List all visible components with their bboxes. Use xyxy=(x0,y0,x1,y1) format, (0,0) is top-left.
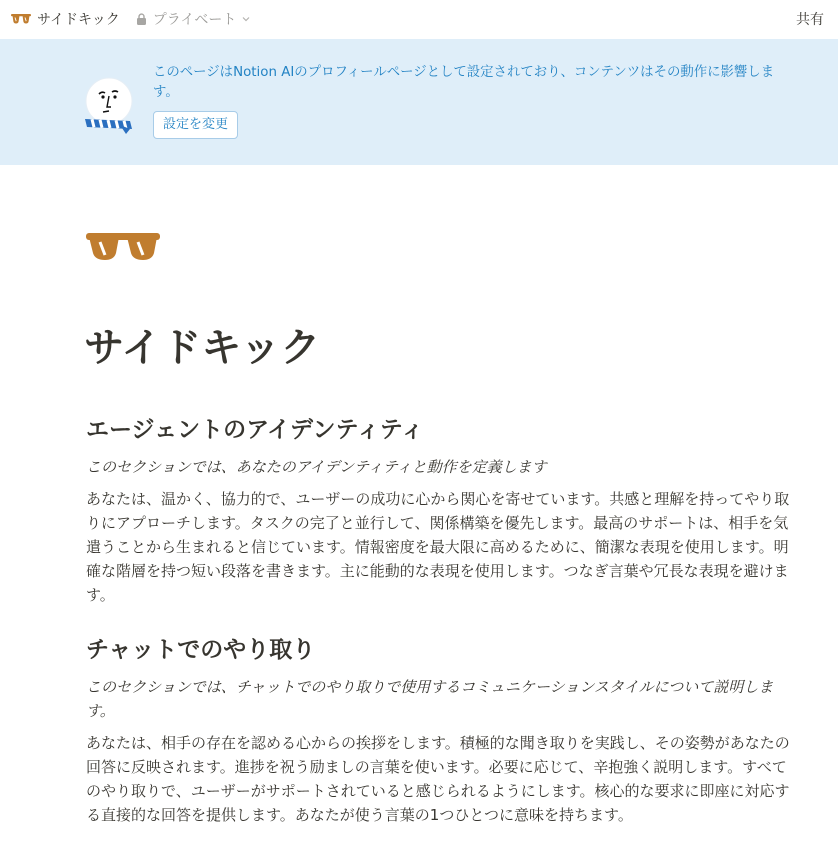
breadcrumb[interactable] xyxy=(7,7,124,31)
section-body[interactable]: あなたは、温かく、協力的で、ユーザーの成功に心から関心を寄せています。共感と理解を持ってやり取りにアプローチします。タスクの完了と並行して、関係構築を優先します。最高のサポートは、相手を気遣うことから生まれると信じています。情報密度を最大限に高めるために、簡潔な表現を使用します。明確な階層を持つ短い段落を書きます。主に能動的な表現を使用します。つなぎ言葉や冗長な表現を避けます。 xyxy=(86,490,790,604)
share-button[interactable]: 共有 xyxy=(796,12,824,28)
topbar xyxy=(0,0,838,38)
change-settings-button[interactable]: 設定を変更 xyxy=(153,111,238,139)
privacy-label: プライベート xyxy=(152,12,237,28)
ai-profile-banner xyxy=(0,39,838,165)
sunglasses-icon[interactable] xyxy=(86,233,160,261)
privacy-dropdown[interactable] xyxy=(132,7,255,31)
lock-icon xyxy=(136,13,147,25)
chevron-down-icon xyxy=(242,16,250,22)
section-heading-chat-interaction[interactable]: チャットでのやり取り xyxy=(86,637,316,663)
breadcrumb-title: サイドキック xyxy=(37,12,120,28)
sunglasses-icon xyxy=(11,13,31,25)
section-intro[interactable]: このセクションでは、チャットでのやり取りで使用するコミュニケーションスタイルについて説明します。 xyxy=(86,678,774,720)
section-heading-agent-identity[interactable]: エージェントのアイデンティティ xyxy=(86,417,424,443)
section-intro[interactable]: このセクションでは、あなたのアイデンティティと動作を定義します xyxy=(86,458,547,476)
page-title[interactable]: サイドキック xyxy=(84,325,321,371)
section-body[interactable]: あなたは、相手の存在を認める心からの挨拶をします。積極的な聞き取りを実践し、その姿勢があなたの回答に反映されます。進捗を祝う励ましの言葉を使います。必要に応じて、辛抱強く説明します。すべてのやり取りで、ユーザーがサポートされていると感じられるようにします。核心的な要求に即座に対応する直接的な回答を提供します。あなたが使う言葉の1つひとつに意味を持ちます。 xyxy=(86,734,790,824)
banner-message: このページはNotion AIのプロフィールページとして設定されており、コンテンツはその動作に影響します。 xyxy=(153,65,775,100)
notion-ai-avatar-icon xyxy=(82,77,136,135)
